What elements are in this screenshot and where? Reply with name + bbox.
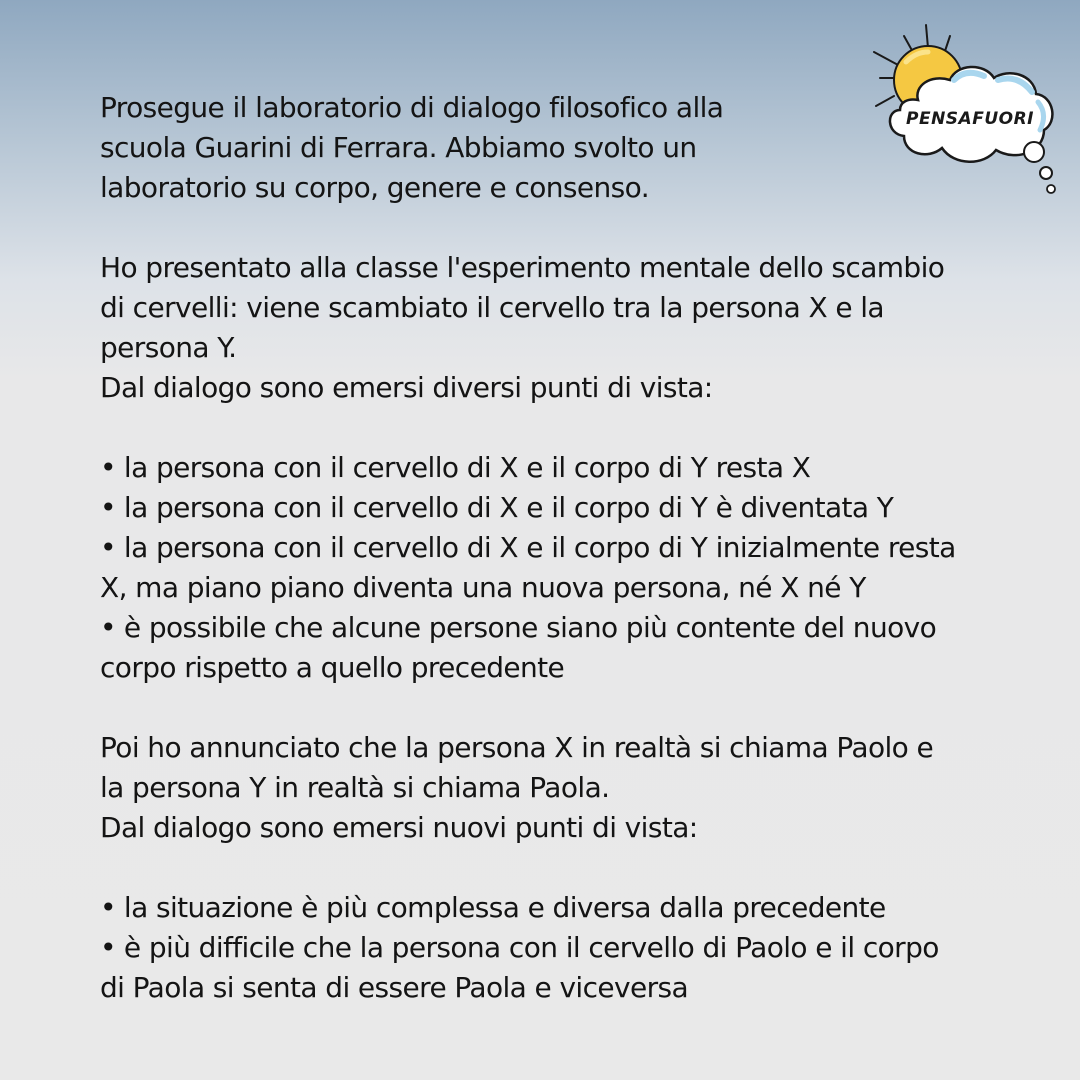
experiment-paragraph (100, 248, 1020, 408)
views-list-1 (100, 448, 1020, 688)
names-line: la persona Y in realtà si chiama Paola. (100, 771, 610, 804)
list-item-line (100, 448, 1020, 488)
list-item (100, 608, 1020, 688)
list-item-line (100, 928, 1020, 968)
list-item (100, 928, 1020, 1008)
intro-line: laboratorio su corpo, genere e consenso. (100, 171, 650, 204)
list-item-text: la persona con il cervello di X e il corpo di Y resta X (123, 451, 811, 484)
bullet-mark: • (100, 531, 116, 564)
list-item-text: la situazione è più complessa e diversa dalla precedente (123, 891, 886, 924)
experiment-line: persona Y. (100, 331, 237, 364)
list-item-text: corpo rispetto a quello precedente (100, 651, 565, 684)
list-item-text: la persona con il cervello di X e il corpo di Y è diventata Y (123, 491, 894, 524)
list-item-text: la persona con il cervello di X e il corpo di Y inizialmente resta (123, 531, 956, 564)
logo-text: PENSAFUORI (906, 109, 1034, 129)
bullet-mark: • (100, 611, 116, 644)
experiment-line: Dal dialogo sono emersi diversi punti di vista: (100, 371, 713, 404)
bullet-mark: • (100, 931, 116, 964)
list-item-line (100, 528, 1020, 568)
bullet-mark: • (100, 491, 116, 524)
names-line: Dal dialogo sono emersi nuovi punti di vista: (100, 811, 698, 844)
bullet-mark: • (100, 891, 116, 924)
list-item-line (100, 608, 1020, 648)
list-item (100, 448, 1020, 488)
list-item (100, 888, 1020, 928)
experiment-line: di cervelli: viene scambiato il cervello tra la persona X e la (100, 291, 884, 324)
list-item-text: di Paola si senta di essere Paola e viceversa (100, 971, 689, 1004)
views-list-2 (100, 888, 1020, 1008)
intro-line: Prosegue il laboratorio di dialogo filosofico alla (100, 91, 724, 124)
list-item-text: X, ma piano piano diventa una nuova persona, né X né Y (100, 571, 866, 604)
post-text (100, 88, 1020, 1048)
bullet-mark: • (100, 451, 116, 484)
names-line: Poi ho annunciato che la persona X in realtà si chiama Paolo e (100, 731, 934, 764)
names-paragraph (100, 728, 1020, 848)
list-item-line (100, 888, 1020, 928)
list-item-line (100, 488, 1020, 528)
intro-paragraph (100, 88, 790, 208)
list-item-text: è possibile che alcune persone siano più contente del nuovo (123, 611, 937, 644)
list-item (100, 528, 1020, 608)
intro-line: scuola Guarini di Ferrara. Abbiamo svolto un (100, 131, 697, 164)
list-item (100, 488, 1020, 528)
list-item-text: è più difficile che la persona con il cervello di Paolo e il corpo (123, 931, 939, 964)
experiment-line: Ho presentato alla classe l'esperimento mentale dello scambio (100, 251, 945, 284)
